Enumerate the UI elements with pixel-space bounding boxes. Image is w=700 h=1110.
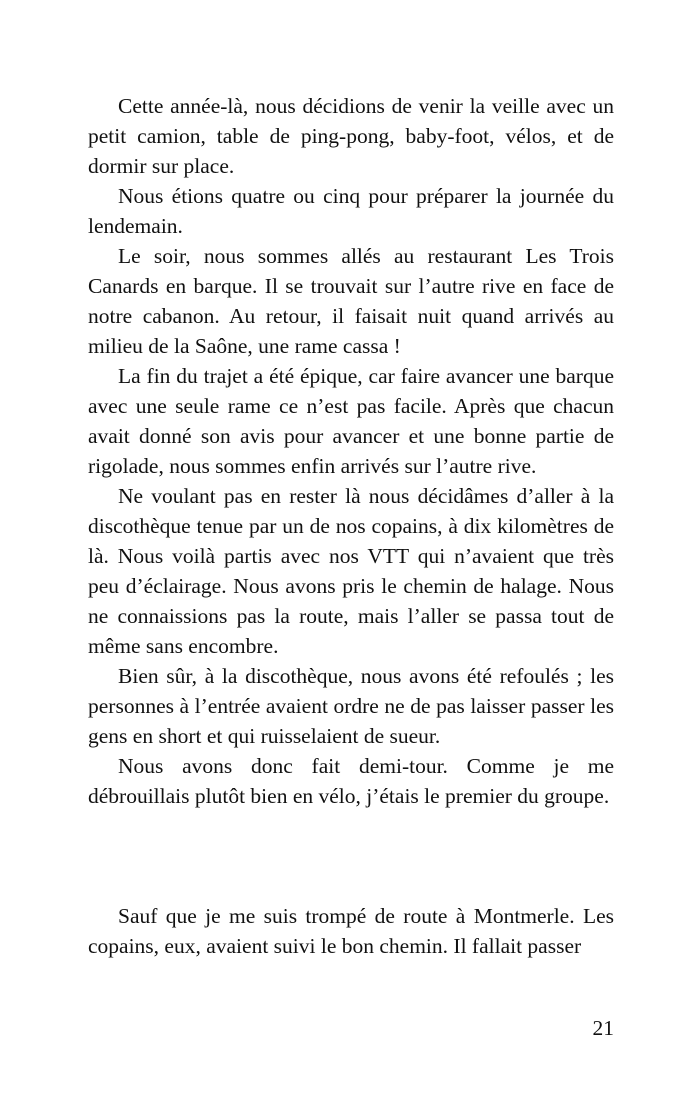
paragraph: Cette année-là, nous décidions de venir la veille avec un petit camion, table de ping-pong, baby-foot, vélos, et de dormir sur place. (88, 94, 614, 178)
page-body (88, 91, 614, 961)
paragraph: Ne voulant pas en rester là nous décidâmes d’aller à la discothèque tenue par un de nos copains, à dix kilomètres de là. Nous voilà partis avec nos VTT qui n’avaient que très peu d’éclairage. Nous avons pris le chemin de halage. Nous ne connaissions pas la route, mais l’aller se passa tout de même sans encombre. (88, 484, 614, 658)
section-break (88, 811, 614, 901)
paragraph: Nous avons donc fait demi-tour. Comme je me débrouillais plutôt bien en vélo, j’étais le premier du groupe. (88, 754, 614, 808)
paragraph: Le soir, nous sommes allés au restaurant Les Trois Canards en barque. Il se trouvait sur l’autre rive en face de notre cabanon. Au retour, il faisait nuit quand arrivés au milieu de la Saône, une rame cassa ! (88, 244, 614, 358)
paragraph: Bien sûr, à la discothèque, nous avons été refoulés ; les personnes à l’entrée avaient ordre ne de pas laisser passer les gens en short et qui ruisselaient de sueur. (88, 664, 614, 748)
paragraph: Nous étions quatre ou cinq pour préparer la journée du lendemain. (88, 184, 614, 238)
paragraph: Sauf que je me suis trompé de route à Montmerle. Les copains, eux, avaient suivi le bon chemin. Il fallait passer (88, 904, 614, 958)
paragraph: La fin du trajet a été épique, car faire avancer une barque avec une seule rame ce n’est pas facile. Après que chacun avait donné son avis pour avancer et une bonne partie de rigolade, nous sommes enfin arrivés sur l’autre rive. (88, 364, 614, 478)
page-number: 21 (592, 1016, 614, 1040)
